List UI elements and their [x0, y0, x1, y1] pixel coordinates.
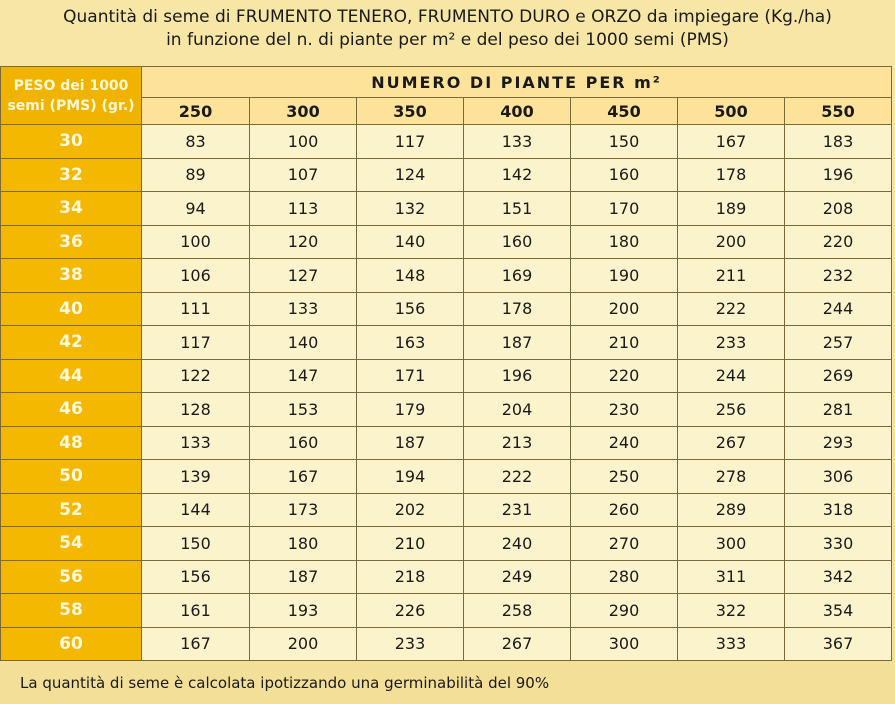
table-cell: 127 — [250, 259, 357, 293]
title-line-1: Quantità di seme di FRUMENTO TENERO, FRUMENTO DURO e ORZO da impiegare (Kg./ha) — [63, 7, 832, 27]
row-header-pms: 46 — [1, 393, 142, 427]
table-cell: 167 — [250, 460, 357, 494]
table-cell: 213 — [464, 426, 571, 460]
table-cell: 106 — [142, 259, 250, 293]
table-cell: 122 — [142, 359, 250, 393]
table-cell: 222 — [678, 292, 785, 326]
corner-line-2: semi (PMS) (gr.) — [7, 97, 135, 114]
table-cell: 140 — [357, 225, 464, 259]
row-header-pms: 40 — [1, 292, 142, 326]
table-cell: 269 — [785, 359, 892, 393]
table-cell: 148 — [357, 259, 464, 293]
table-cell: 230 — [571, 393, 678, 427]
column-header: 500 — [678, 98, 785, 125]
table-cell: 278 — [678, 460, 785, 494]
table-cell: 220 — [571, 359, 678, 393]
page-title — [0, 6, 895, 64]
table-cell: 220 — [785, 225, 892, 259]
table-cell: 333 — [678, 627, 785, 661]
row-header-pms: 48 — [1, 426, 142, 460]
table-cell: 306 — [785, 460, 892, 494]
table-cell: 208 — [785, 192, 892, 226]
table-row — [1, 460, 892, 494]
table-cell: 232 — [785, 259, 892, 293]
table-cell: 163 — [357, 326, 464, 360]
row-header-pms: 38 — [1, 259, 142, 293]
table-cell: 218 — [357, 560, 464, 594]
table-cell: 153 — [250, 393, 357, 427]
table-cell: 124 — [357, 158, 464, 192]
table-cell: 300 — [678, 527, 785, 561]
table-cell: 187 — [250, 560, 357, 594]
table-cell: 222 — [464, 460, 571, 494]
column-header: 400 — [464, 98, 571, 125]
table-cell: 210 — [571, 326, 678, 360]
table-cell: 311 — [678, 560, 785, 594]
row-header-pms: 34 — [1, 192, 142, 226]
table-cell: 280 — [571, 560, 678, 594]
table-cell: 322 — [678, 594, 785, 628]
table-cell: 281 — [785, 393, 892, 427]
row-header-pms: 42 — [1, 326, 142, 360]
table-cell: 117 — [142, 326, 250, 360]
table-row — [1, 192, 892, 226]
table-cell: 178 — [464, 292, 571, 326]
table-row — [1, 627, 892, 661]
table-body — [1, 125, 892, 661]
table-cell: 226 — [357, 594, 464, 628]
table-row — [1, 292, 892, 326]
table-cell: 169 — [464, 259, 571, 293]
table-cell: 250 — [571, 460, 678, 494]
table-cell: 171 — [357, 359, 464, 393]
column-header: 250 — [142, 98, 250, 125]
table-cell: 354 — [785, 594, 892, 628]
table-cell: 367 — [785, 627, 892, 661]
table-cell: 113 — [250, 192, 357, 226]
table-cell: 202 — [357, 493, 464, 527]
column-header: 300 — [250, 98, 357, 125]
table-cell: 107 — [250, 158, 357, 192]
table-row — [1, 527, 892, 561]
table-cell: 156 — [142, 560, 250, 594]
table-cell: 300 — [571, 627, 678, 661]
table-cell: 180 — [571, 225, 678, 259]
column-header: 450 — [571, 98, 678, 125]
table-cell: 318 — [785, 493, 892, 527]
table-cell: 132 — [357, 192, 464, 226]
table-cell: 147 — [250, 359, 357, 393]
table-cell: 196 — [464, 359, 571, 393]
table-row — [1, 259, 892, 293]
table-cell: 133 — [142, 426, 250, 460]
table-cell: 178 — [678, 158, 785, 192]
table-cell: 167 — [142, 627, 250, 661]
table-cell: 256 — [678, 393, 785, 427]
row-header-pms: 32 — [1, 158, 142, 192]
table-row — [1, 560, 892, 594]
table-cell: 150 — [571, 125, 678, 159]
table-cell: 267 — [678, 426, 785, 460]
table-cell: 160 — [571, 158, 678, 192]
table-cell: 196 — [785, 158, 892, 192]
table-cell: 179 — [357, 393, 464, 427]
row-header-pms: 30 — [1, 125, 142, 159]
table-cell: 200 — [571, 292, 678, 326]
table-cell: 240 — [571, 426, 678, 460]
table-cell: 210 — [357, 527, 464, 561]
row-header-pms: 58 — [1, 594, 142, 628]
corner-line-1: PESO dei 1000 — [13, 77, 129, 94]
table-cell: 139 — [142, 460, 250, 494]
table-cell: 330 — [785, 527, 892, 561]
row-header-pms: 60 — [1, 627, 142, 661]
row-header-pms: 54 — [1, 527, 142, 561]
seed-quantity-table — [0, 66, 892, 661]
table-row — [1, 359, 892, 393]
table-cell: 156 — [357, 292, 464, 326]
table-cell: 160 — [464, 225, 571, 259]
table-cell: 257 — [785, 326, 892, 360]
table-cell: 180 — [250, 527, 357, 561]
table-cell: 267 — [464, 627, 571, 661]
table-row — [1, 125, 892, 159]
table-cell: 193 — [250, 594, 357, 628]
table-cell: 270 — [571, 527, 678, 561]
table-cell: 100 — [250, 125, 357, 159]
table-cell: 211 — [678, 259, 785, 293]
table-cell: 200 — [250, 627, 357, 661]
table-cell: 100 — [142, 225, 250, 259]
table-cell: 117 — [357, 125, 464, 159]
footer-note: La quantità di seme è calcolata ipotizzando una germinabilità del 90% — [20, 674, 550, 692]
table-cell: 200 — [678, 225, 785, 259]
table-cell: 231 — [464, 493, 571, 527]
table-cell: 128 — [142, 393, 250, 427]
table-cell: 244 — [785, 292, 892, 326]
column-header: 350 — [357, 98, 464, 125]
table-cell: 189 — [678, 192, 785, 226]
table-cell: 144 — [142, 493, 250, 527]
table-cell: 204 — [464, 393, 571, 427]
table-cell: 140 — [250, 326, 357, 360]
table-cell: 160 — [250, 426, 357, 460]
table-cell: 190 — [571, 259, 678, 293]
title-line-2: in funzione del n. di piante per m² e del peso dei 1000 semi (PMS) — [166, 30, 729, 50]
table-cell: 240 — [464, 527, 571, 561]
table-row — [1, 493, 892, 527]
table-cell: 258 — [464, 594, 571, 628]
table-cell: 111 — [142, 292, 250, 326]
table-cell: 83 — [142, 125, 250, 159]
table-cell: 170 — [571, 192, 678, 226]
row-header-pms: 56 — [1, 560, 142, 594]
table-cell: 94 — [142, 192, 250, 226]
table-cell: 187 — [357, 426, 464, 460]
table-cell: 244 — [678, 359, 785, 393]
table-cell: 194 — [357, 460, 464, 494]
table-cell: 133 — [464, 125, 571, 159]
table-cell: 249 — [464, 560, 571, 594]
table-row — [1, 326, 892, 360]
row-header-pms: 44 — [1, 359, 142, 393]
table-cell: 142 — [464, 158, 571, 192]
table-cell: 260 — [571, 493, 678, 527]
column-header: 550 — [785, 98, 892, 125]
table-row — [1, 594, 892, 628]
table-cell: 289 — [678, 493, 785, 527]
row-header-pms: 50 — [1, 460, 142, 494]
table-cell: 173 — [250, 493, 357, 527]
table-cell: 120 — [250, 225, 357, 259]
table-cell: 183 — [785, 125, 892, 159]
table-cell: 150 — [142, 527, 250, 561]
table-cell: 151 — [464, 192, 571, 226]
table-cell: 187 — [464, 326, 571, 360]
row-header-pms: 36 — [1, 225, 142, 259]
table-cell: 167 — [678, 125, 785, 159]
table-cell: 290 — [571, 594, 678, 628]
table-cell: 342 — [785, 560, 892, 594]
pms-column-header — [1, 67, 142, 125]
table-row — [1, 158, 892, 192]
table-cell: 133 — [250, 292, 357, 326]
table-row — [1, 225, 892, 259]
table-row — [1, 426, 892, 460]
table-cell: 161 — [142, 594, 250, 628]
table-cell: 89 — [142, 158, 250, 192]
table-cell: 293 — [785, 426, 892, 460]
table-row — [1, 393, 892, 427]
table-cell: 233 — [678, 326, 785, 360]
table-cell: 233 — [357, 627, 464, 661]
row-header-pms: 52 — [1, 493, 142, 527]
plants-per-m2-header: NUMERO DI PIANTE PER m² — [142, 67, 892, 98]
